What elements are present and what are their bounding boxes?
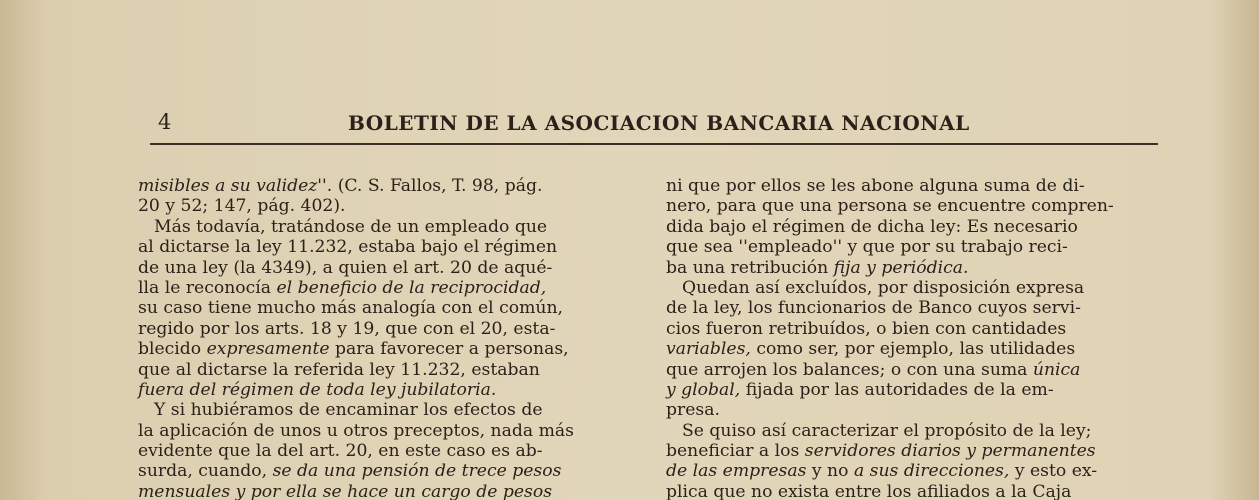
- page-number: 4: [158, 110, 172, 134]
- text-run: al dictarse la ley 11.232, estaba bajo el régimen: [138, 237, 558, 258]
- text-run: para favorecer a personas,: [329, 339, 569, 360]
- text-run: de la ley, los funcionarios de Banco cuyos servi-: [666, 298, 1081, 319]
- text-run: surda, cuando,: [138, 461, 273, 482]
- text-run: cios fueron retribuídos, o bien con cantidades: [666, 318, 1067, 339]
- page-header: [158, 110, 1158, 140]
- text-run: Se quiso así caracterizar el propósito de la ley;: [682, 420, 1092, 441]
- text-line: [666, 319, 1162, 339]
- text-line: [666, 441, 1162, 461]
- right-column: [666, 176, 1162, 500]
- text-line: [138, 258, 634, 278]
- text-run: que al dictarse la referida ley 11.232, estaban: [138, 359, 540, 380]
- text-line: [138, 319, 634, 339]
- text-line: [138, 339, 634, 359]
- text-run: evidente que la del art. 20, en este caso es ab-: [138, 441, 543, 462]
- text-line: [138, 482, 634, 500]
- text-run: como ser, por ejemplo, las utilidades: [750, 339, 1076, 360]
- text-run: su caso tiene mucho más analogía con el común,: [138, 298, 563, 319]
- text-line: [666, 258, 1162, 278]
- text-line: [666, 176, 1162, 196]
- italic-text: a sus direcciones,: [853, 461, 1010, 482]
- text-line: [138, 421, 634, 441]
- header-rule: [150, 143, 1158, 145]
- italic-text: mensuales y por ella se hace un cargo de pesos: [138, 481, 553, 500]
- italic-text: única: [1032, 359, 1081, 380]
- italic-text: fuera del régimen de toda ley jubilatoria.: [138, 379, 497, 400]
- text-line: [138, 278, 634, 298]
- left-column: [138, 176, 634, 500]
- text-run: que arrojen los balances; o con una suma: [666, 359, 1033, 380]
- text-line: [666, 421, 1162, 441]
- text-line: [666, 461, 1162, 481]
- text-run: la aplicación de unos u otros preceptos, nada más: [138, 420, 574, 441]
- text-run: beneficiar a los: [666, 441, 805, 462]
- italic-text: de las empresas: [666, 461, 807, 482]
- text-run: regido por los arts. 18 y 19, que con el 20, esta-: [138, 318, 556, 339]
- text-line: [666, 360, 1162, 380]
- text-line: [666, 482, 1162, 500]
- italic-text: expresamente: [206, 339, 330, 360]
- text-line: [666, 196, 1162, 216]
- text-run: ba una retribución: [666, 257, 834, 278]
- text-line: [138, 217, 634, 237]
- text-run: 20 y 52; 147, pág. 402).: [138, 196, 346, 217]
- italic-text: servidores diarios y permanentes: [804, 441, 1096, 462]
- text-line: [138, 400, 634, 420]
- text-line: [138, 196, 634, 216]
- text-line: [666, 237, 1162, 257]
- text-run: blecido: [138, 339, 207, 360]
- text-run: y esto ex-: [1009, 461, 1098, 482]
- text-run: Y si hubiéramos de encaminar los efectos de: [154, 400, 543, 421]
- italic-text: variables,: [666, 339, 751, 360]
- text-run: Más todavía, tratándose de un empleado que: [154, 216, 548, 237]
- text-run: Quedan así excluídos, por disposición expresa: [682, 277, 1085, 298]
- text-line: [666, 380, 1162, 400]
- text-run: lla le reconocía: [138, 277, 277, 298]
- text-line: [666, 298, 1162, 318]
- italic-text: se da una pensión de trece pesos: [272, 461, 562, 482]
- text-line: [666, 278, 1162, 298]
- text-line: [138, 237, 634, 257]
- text-run: dida bajo el régimen de dicha ley: Es necesario: [666, 216, 1078, 237]
- text-run: presa.: [666, 400, 720, 421]
- text-run: ni que por ellos se les abone alguna suma de di-: [666, 176, 1085, 196]
- text-run: y no: [806, 461, 854, 482]
- text-line: [138, 461, 634, 481]
- text-line: [666, 217, 1162, 237]
- text-run: nero, para que una persona se encuentre compren-: [666, 196, 1114, 217]
- text-line: [666, 339, 1162, 359]
- text-run: de una ley (la 4349), a quien el art. 20 de aqué-: [138, 257, 553, 278]
- text-line: [138, 441, 634, 461]
- text-line: [138, 380, 634, 400]
- text-run: . (C. S. Fallos, T. 98, pág.: [326, 176, 543, 196]
- italic-text: misibles a su validez'': [138, 176, 327, 196]
- text-run: plica que no exista entre los afiliados a la Caja: [666, 481, 1072, 500]
- text-run: que sea ''empleado'' y que por su trabajo reci-: [666, 237, 1068, 258]
- italic-text: y global,: [666, 379, 741, 400]
- text-line: [138, 176, 634, 196]
- text-run: fijada por las autoridades de la em-: [740, 379, 1054, 400]
- text-line: [138, 298, 634, 318]
- running-title: BOLETIN DE LA ASOCIACION BANCARIA NACIONAL: [348, 111, 970, 135]
- italic-text: el beneficio de la reciprocidad,: [276, 277, 547, 298]
- text-line: [666, 400, 1162, 420]
- italic-text: fija y periódica.: [833, 257, 969, 278]
- text-line: [138, 360, 634, 380]
